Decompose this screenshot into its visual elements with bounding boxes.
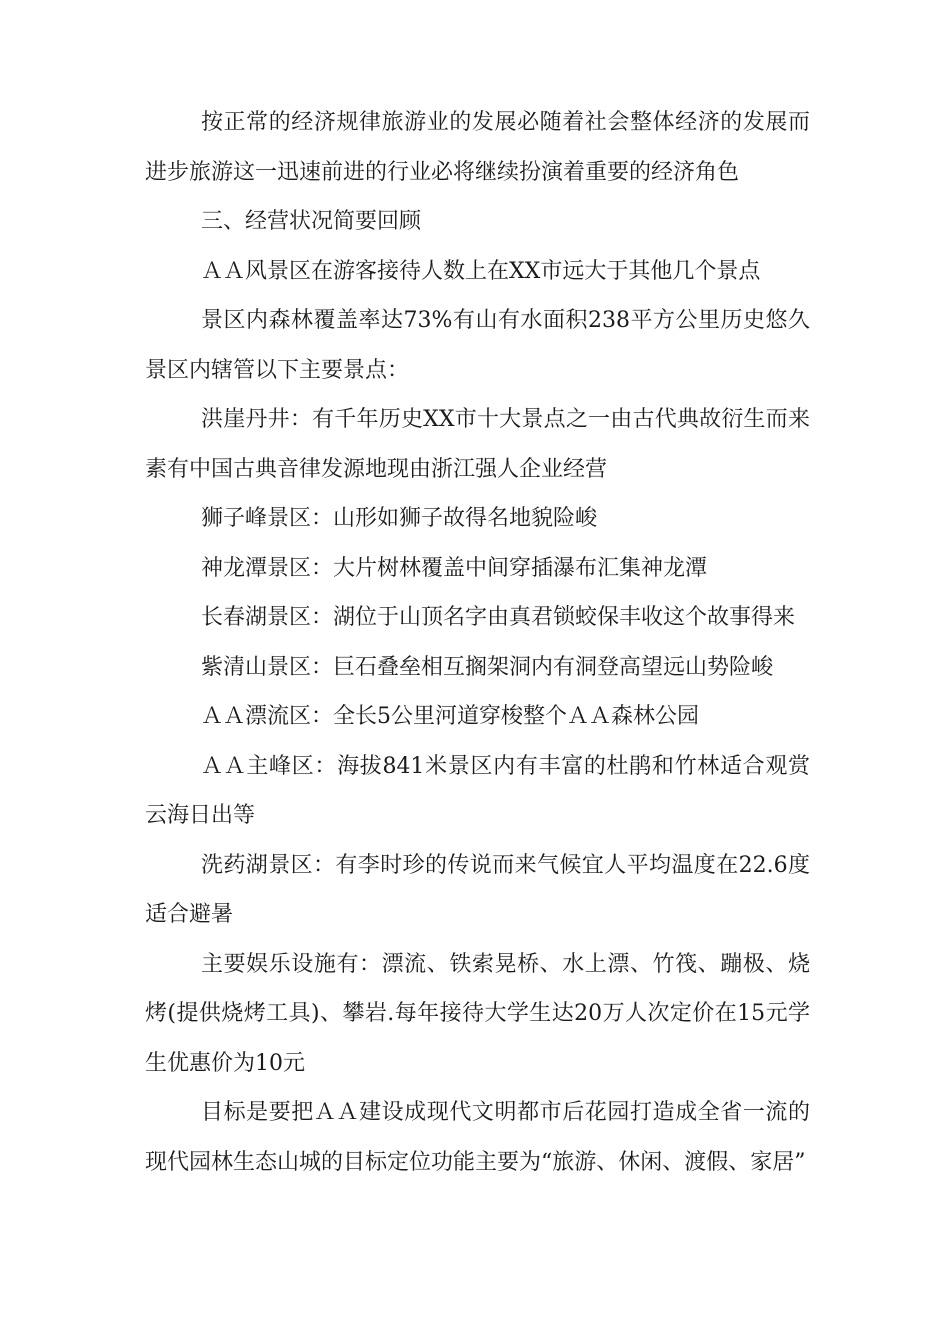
document-body (145, 98, 810, 1187)
paragraph: 洗药湖景区：有李时珍的传说而来气候宜人平均温度在22.6度适合避暑 (145, 852, 810, 927)
paragraph: 主要娱乐设施有：漂流、铁索晃桥、水上漂、竹筏、蹦极、烧烤(提供烧烤工具)、攀岩.每年接待大学生达20万人次定价在15元学生优惠价为10元 (145, 951, 810, 1076)
paragraph: 紫清山景区：巨石叠垒相互搁架洞内有洞登高望远山势险峻 (201, 654, 774, 680)
paragraph: 洪崖丹井：有千年历史XX市十大景点之一由古代典故衍生而来素有中国古典音律发源地现由浙江强人企业经营 (145, 407, 810, 482)
paragraph: 按正常的经济规律旅游业的发展必随着社会整体经济的发展而进步旅游这一迅速前进的行业必将继续扮演着重要的经济角色 (145, 110, 810, 185)
paragraph: 景区内森林覆盖率达73%有山有水面积238平方公里历史悠久景区内辖管以下主要景点： (145, 308, 810, 383)
paragraph: ＡＡ主峰区：海拔841米景区内有丰富的杜鹃和竹林适合观赏云海日出等 (145, 753, 810, 828)
paragraph: 目标是要把ＡＡ建设成现代文明都市后花园打造成全省一流的现代园林生态山城的目标定位功能主要为“旅游、休闲、渡假、家居” (145, 1100, 810, 1175)
paragraph: 狮子峰景区：山形如狮子故得名地貌险峻 (201, 506, 598, 531)
paragraph: 长春湖景区：湖位于山顶名字由真君锁蛟保丰收这个故事得来 (201, 605, 796, 630)
section-heading: 三、经营状况简要回顾 (201, 209, 422, 234)
paragraph: ＡＡ风景区在游客接待人数上在XX市远大于其他几个景点 (201, 258, 761, 284)
paragraph: 神龙潭景区：大片树林覆盖中间穿插瀑布汇集神龙潭 (201, 555, 708, 581)
paragraph: ＡＡ漂流区：全长5公里河道穿梭整个ＡＡ森林公园 (201, 704, 699, 729)
